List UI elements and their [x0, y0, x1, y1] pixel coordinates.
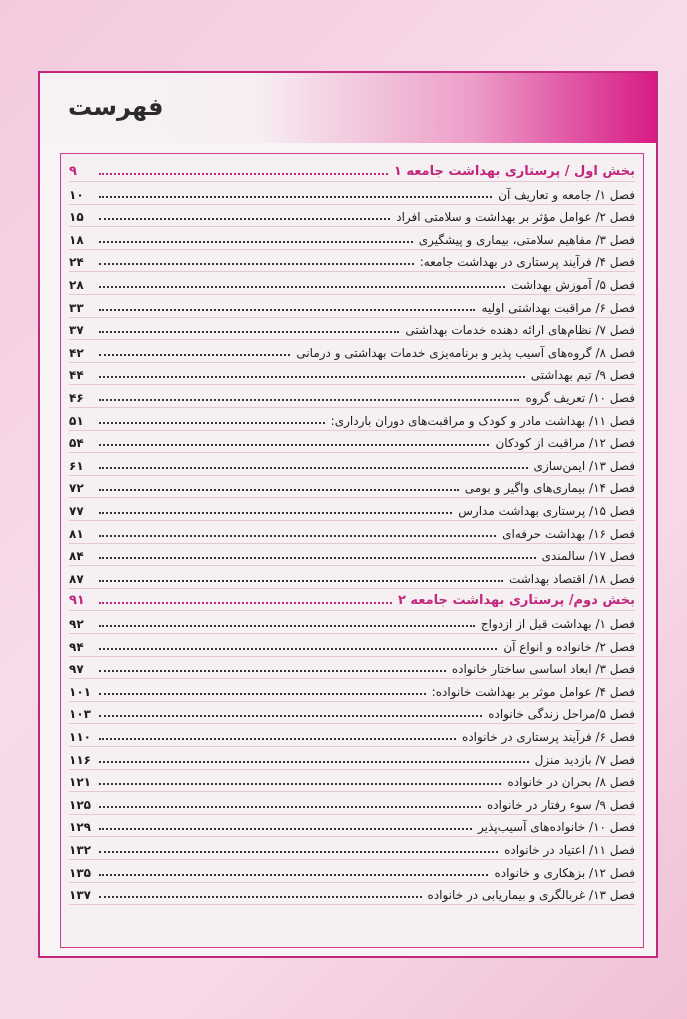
toc-chapter-row: [69, 611, 635, 634]
toc-chapter-row: [69, 882, 635, 905]
chapter-title: فصل ۴/ عوامل موثر بر بهداشت خانواده:: [431, 684, 635, 699]
dot-leader: [99, 512, 452, 514]
toc-chapter-row: [69, 769, 635, 792]
toc-chapter-row: [69, 430, 635, 453]
toc-chapter-row: [69, 566, 635, 589]
page-number: ۲۸: [69, 278, 84, 292]
toc-frame: [38, 71, 658, 958]
page-number: ۳۳: [69, 300, 84, 315]
chapter-title: فصل ۱۲/ بزهکاری و خانواده: [494, 865, 635, 880]
page-number: ۸۴: [69, 549, 84, 564]
chapter-title: فصل ۶/ مراقبت بهداشتی اولیه: [481, 300, 635, 315]
toc-chapter-row: [69, 204, 635, 227]
chapter-title: فصل ۱۱/ اعتیاد در خانواده: [504, 843, 635, 857]
chapter-title: فصل ۵/ آموزش بهداشت: [511, 278, 635, 292]
dot-leader: [99, 218, 390, 220]
chapter-title: فصل ۱۳/ ایمن‌سازی: [533, 458, 635, 473]
dot-leader: [99, 331, 399, 333]
chapter-title: فصل ۱۳/ غربالگری و بیماریابی در خانواده: [427, 888, 635, 903]
dot-leader: [99, 354, 290, 356]
dot-leader: [99, 241, 413, 243]
chapter-title: فصل ۱۰/ خانواده‌های آسیب‌پذیر: [478, 820, 635, 835]
section-title: بخش اول / پرستاری بهداشت جامعه ۱: [393, 164, 635, 179]
dot-leader: [99, 263, 414, 265]
toc-box: [60, 153, 644, 948]
chapter-title: فصل ۲/ خانواده و انواع آن: [503, 639, 635, 654]
section-title: بخش دوم/ پرستاری بهداشت جامعه ۲: [397, 593, 635, 609]
toc-chapter-row: [69, 475, 635, 498]
toc-chapter-row: [69, 182, 635, 205]
chapter-title: فصل ۳/ مفاهیم سلامتی، بیماری و پیشگیری: [418, 232, 635, 247]
dot-leader: [99, 738, 456, 740]
chapter-title: فصل ۱۵/ پرستاری بهداشت مدارس: [458, 504, 635, 518]
page-number: ۹۷: [69, 662, 84, 677]
chapter-title: فصل ۱۶/ بهداشت حرفه‌ای: [502, 526, 635, 541]
chapter-title: فصل ۹/ سوء رفتار در خانواده: [486, 797, 635, 812]
toc-chapter-row: [69, 543, 635, 566]
dot-leader: [99, 625, 475, 627]
toc-chapter-row: [69, 656, 635, 679]
dot-leader: [99, 580, 503, 582]
toc-chapter-row: [69, 521, 635, 544]
page-number: ۱۰۱: [69, 684, 91, 699]
chapter-title: فصل ۷/ نظام‌های ارائه دهنده خدمات بهداشتی: [405, 323, 635, 338]
dot-leader: [99, 602, 392, 604]
page-number: ۱۰۳: [69, 707, 91, 722]
toc-chapter-row: [69, 724, 635, 747]
toc-chapter-row: [69, 701, 635, 724]
dot-leader: [99, 896, 422, 898]
dot-leader: [99, 715, 482, 717]
toc-chapter-row: [69, 249, 635, 272]
dot-leader: [99, 173, 388, 175]
dot-leader: [99, 399, 519, 401]
header-banner: [40, 73, 656, 143]
chapter-title: فصل ۱۰/ تعریف گروه: [525, 391, 635, 405]
toc-chapter-row: [69, 679, 635, 702]
toc-chapter-row: [69, 747, 635, 770]
chapter-title: فصل ۱۷/ سالمندی: [541, 549, 635, 564]
dot-leader: [99, 648, 497, 650]
dot-leader: [99, 670, 446, 672]
toc-chapter-row: [69, 385, 635, 408]
page-number: ۱۸: [69, 232, 84, 247]
chapter-title: فصل ۸/ گروه‌های آسیب پذیر و برنامه‌یزی خدمات بهداشتی و درمانی: [296, 345, 635, 360]
dot-leader: [99, 286, 505, 288]
toc-chapter-row: [69, 362, 635, 385]
page-number: ۱۲۵: [69, 797, 91, 812]
toc-chapter-row: [69, 814, 635, 837]
chapter-title: فصل ۲/ عوامل مؤثر بر بهداشت و سلامتی افراد: [396, 210, 635, 225]
chapter-title: فصل ۴/ فرآیند پرستاری در بهداشت جامعه:: [419, 255, 635, 270]
dot-leader: [99, 693, 426, 695]
page-number: ۹۱: [69, 593, 85, 609]
dot-leader: [99, 761, 529, 763]
dot-leader: [99, 874, 488, 876]
page-number: ۲۴: [69, 255, 84, 270]
toc-chapter-row: [69, 408, 635, 431]
chapter-title: فصل ۳/ ابعاد اساسی ساختار خانواده: [451, 662, 635, 677]
page-number: ۹: [69, 164, 77, 179]
dot-leader: [99, 489, 459, 491]
page-number: ۷۲: [69, 481, 84, 496]
toc-chapter-row: [69, 295, 635, 318]
page-number: ۱۳۵: [69, 865, 91, 880]
toc-chapter-row: [69, 340, 635, 363]
toc-chapter-row: [69, 792, 635, 815]
dot-leader: [99, 467, 528, 469]
page-number: ۴۲: [69, 345, 84, 360]
page-number: ۸۷: [69, 571, 84, 586]
toc-section-row: [69, 588, 635, 611]
page-number: ۱۰: [69, 187, 84, 202]
page-number: ۹۲: [69, 617, 84, 631]
toc-chapter-row: [69, 227, 635, 250]
chapter-title: فصل ۱۸/ اقتصاد بهداشت: [508, 571, 635, 586]
chapter-title: فصل ۵/مراحل زندگی خانواده: [488, 707, 635, 722]
toc-chapter-row: [69, 837, 635, 860]
chapter-title: فصل ۷/ بازدید منزل: [534, 752, 635, 767]
dot-leader: [99, 828, 472, 830]
dot-leader: [99, 851, 498, 853]
page-number: ۱۳۷: [69, 888, 91, 903]
dot-leader: [99, 309, 475, 311]
page-number: ۵۱: [69, 413, 84, 428]
page-number: ۱۵: [69, 210, 84, 225]
chapter-title: فصل ۹/ تیم بهداشتی: [530, 368, 635, 383]
page-number: ۱۲۹: [69, 820, 91, 835]
chapter-title: فصل ۱۱/ بهداشت مادر و کودک و مراقبت‌های دوران بارداری:: [330, 413, 635, 428]
page-number: ۱۳۲: [69, 843, 91, 857]
dot-leader: [99, 376, 525, 378]
page-number: ۳۷: [69, 323, 84, 338]
page-number: ۵۴: [69, 436, 84, 451]
dot-leader: [99, 444, 489, 446]
page-number: ۸۱: [69, 526, 84, 541]
toc-chapter-row: [69, 634, 635, 657]
page-number: ۴۴: [69, 368, 84, 383]
page-number: ۱۲۱: [69, 775, 91, 790]
dot-leader: [99, 557, 536, 559]
dot-leader: [99, 806, 481, 808]
dot-leader: [99, 535, 496, 537]
dot-leader: [99, 783, 501, 785]
page-title: فهرست: [68, 93, 164, 121]
dot-leader: [99, 422, 325, 424]
chapter-title: فصل ۸/ بحران در خانواده: [507, 775, 635, 790]
dot-leader: [99, 196, 492, 198]
page-number: ۴۶: [69, 391, 84, 405]
page-number: ۶۱: [69, 458, 84, 473]
page-number: ۱۱۶: [69, 752, 91, 767]
chapter-title: فصل ۱/ بهداشت قبل از ازدواج: [480, 617, 635, 631]
page-number: ۷۷: [69, 504, 84, 518]
toc-chapter-row: [69, 272, 635, 295]
toc-section-row: [69, 159, 635, 182]
toc-chapter-row: [69, 860, 635, 883]
toc-chapter-row: [69, 317, 635, 340]
chapter-title: فصل ۶/ فرآیند پرستاری در خانواده: [462, 730, 635, 744]
chapter-title: فصل ۱۴/ بیماری‌های واگیر و بومی: [464, 481, 635, 496]
toc-chapter-row: [69, 498, 635, 521]
chapter-title: فصل ۱۲/ مراقبت از کودکان: [495, 436, 635, 451]
chapter-title: فصل ۱/ جامعه و تعاریف آن: [498, 187, 635, 202]
page-number: ۹۴: [69, 639, 84, 654]
page-number: ۱۱۰: [69, 730, 91, 744]
toc-chapter-row: [69, 453, 635, 476]
